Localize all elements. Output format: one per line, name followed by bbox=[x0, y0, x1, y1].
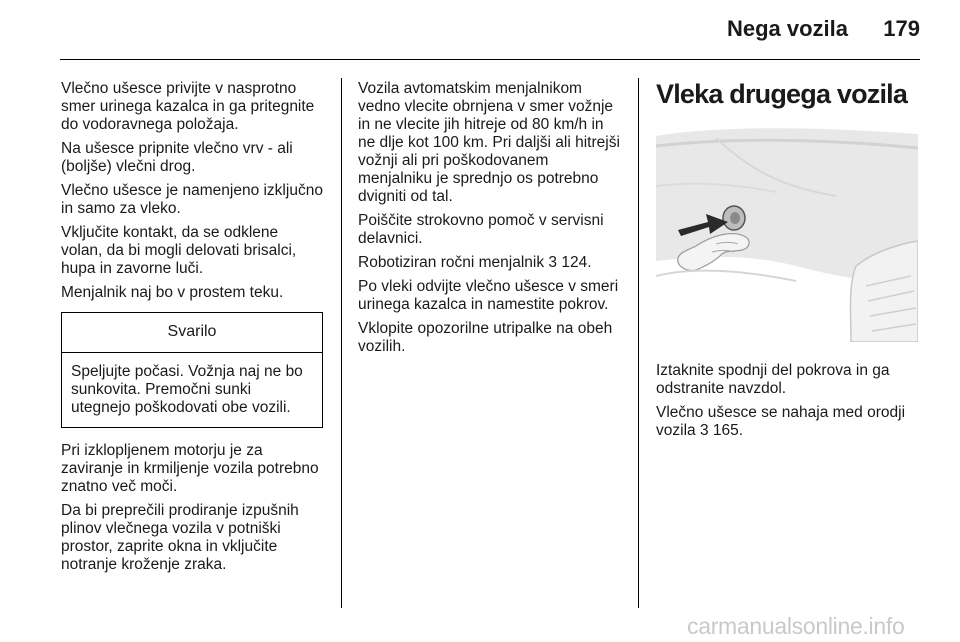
paragraph: Vozila avtomatskim menjalnikom vedno vlecite obrnjena v smer vožnje in ne vlecite jih hitreje od 80 km/h in ne dlje kot 100 km. Pri daljši ali hitrejši vožnji ali pri poškodovanem menjalniku je sprednjo os potrebno dvigniti od tal. bbox=[358, 80, 620, 205]
rear-bumper-tow-eye-illustration bbox=[656, 126, 918, 342]
paragraph: Vključite kontakt, da se odklene volan, da bi mogli delovati brisalci, hupa in zavorne luči. bbox=[61, 224, 297, 277]
column-divider-2 bbox=[638, 78, 639, 608]
column-divider-1 bbox=[341, 78, 342, 608]
warning-box bbox=[61, 312, 323, 428]
section-heading: Vleka drugega vozila bbox=[656, 79, 908, 109]
paragraph: Pri izklopljenem motorju je za zaviranje in krmiljenje vozila potrebno znatno več moči. bbox=[61, 442, 319, 495]
warning-text: Speljujte počasi. Vožnja naj ne bo sunkovita. Premočni sunki utegnejo poškodovati obe vozili. bbox=[71, 363, 303, 416]
column-1 bbox=[61, 80, 323, 580]
page-reference-icon: 3 bbox=[548, 254, 558, 271]
watermark: carmanualsonline.info bbox=[687, 613, 905, 639]
page-reference-link[interactable]: 165. bbox=[712, 422, 744, 439]
paragraph: Iztaknite spodnji del pokrova in ga odstranite navzdol. bbox=[656, 362, 890, 397]
header-divider bbox=[60, 59, 920, 60]
paragraph: Po vleki odvijte vlečno ušesce v smeri urinega kazalca in namestite pokrov. bbox=[358, 278, 619, 313]
page-reference-link[interactable]: 124. bbox=[561, 254, 592, 271]
paragraph bbox=[656, 404, 922, 440]
page-reference-icon: 3 bbox=[699, 422, 709, 439]
paragraph-text: Robotiziran ročni menjalnik bbox=[358, 254, 545, 271]
paragraph: Vlečno ušesce je namenjeno izključno in samo za vleko. bbox=[61, 182, 323, 217]
page-number: 179 bbox=[883, 16, 920, 41]
paragraph: Vklopite opozorilne utripalke na obeh vozilih. bbox=[358, 320, 613, 355]
paragraph: Da bi preprečili prodiranje izpušnih plinov vlečnega vozila v potniški prostor, zaprite okna in vključite notranje kroženje zraka. bbox=[61, 502, 299, 573]
paragraph-text: Vlečno ušesce se nahaja med orodji vozila bbox=[656, 404, 906, 439]
paragraph: Vlečno ušesce privijte v nasprotno smer urinega kazalca in ga pritegnite do vodoravnega položaja. bbox=[61, 80, 315, 133]
paragraph: Menjalnik naj bo v prostem teku. bbox=[61, 284, 284, 301]
warning-title: Svarilo bbox=[62, 313, 322, 353]
page-section-title: Nega vozila bbox=[726, 16, 848, 41]
column-3 bbox=[656, 80, 922, 446]
paragraph bbox=[358, 254, 624, 272]
column-2 bbox=[358, 80, 624, 362]
paragraph: Na ušesce pripnite vlečno vrv - ali (boljše) vlečni drog. bbox=[61, 140, 293, 175]
paragraph: Poiščite strokovno pomoč v servisni delavnici. bbox=[358, 212, 604, 247]
